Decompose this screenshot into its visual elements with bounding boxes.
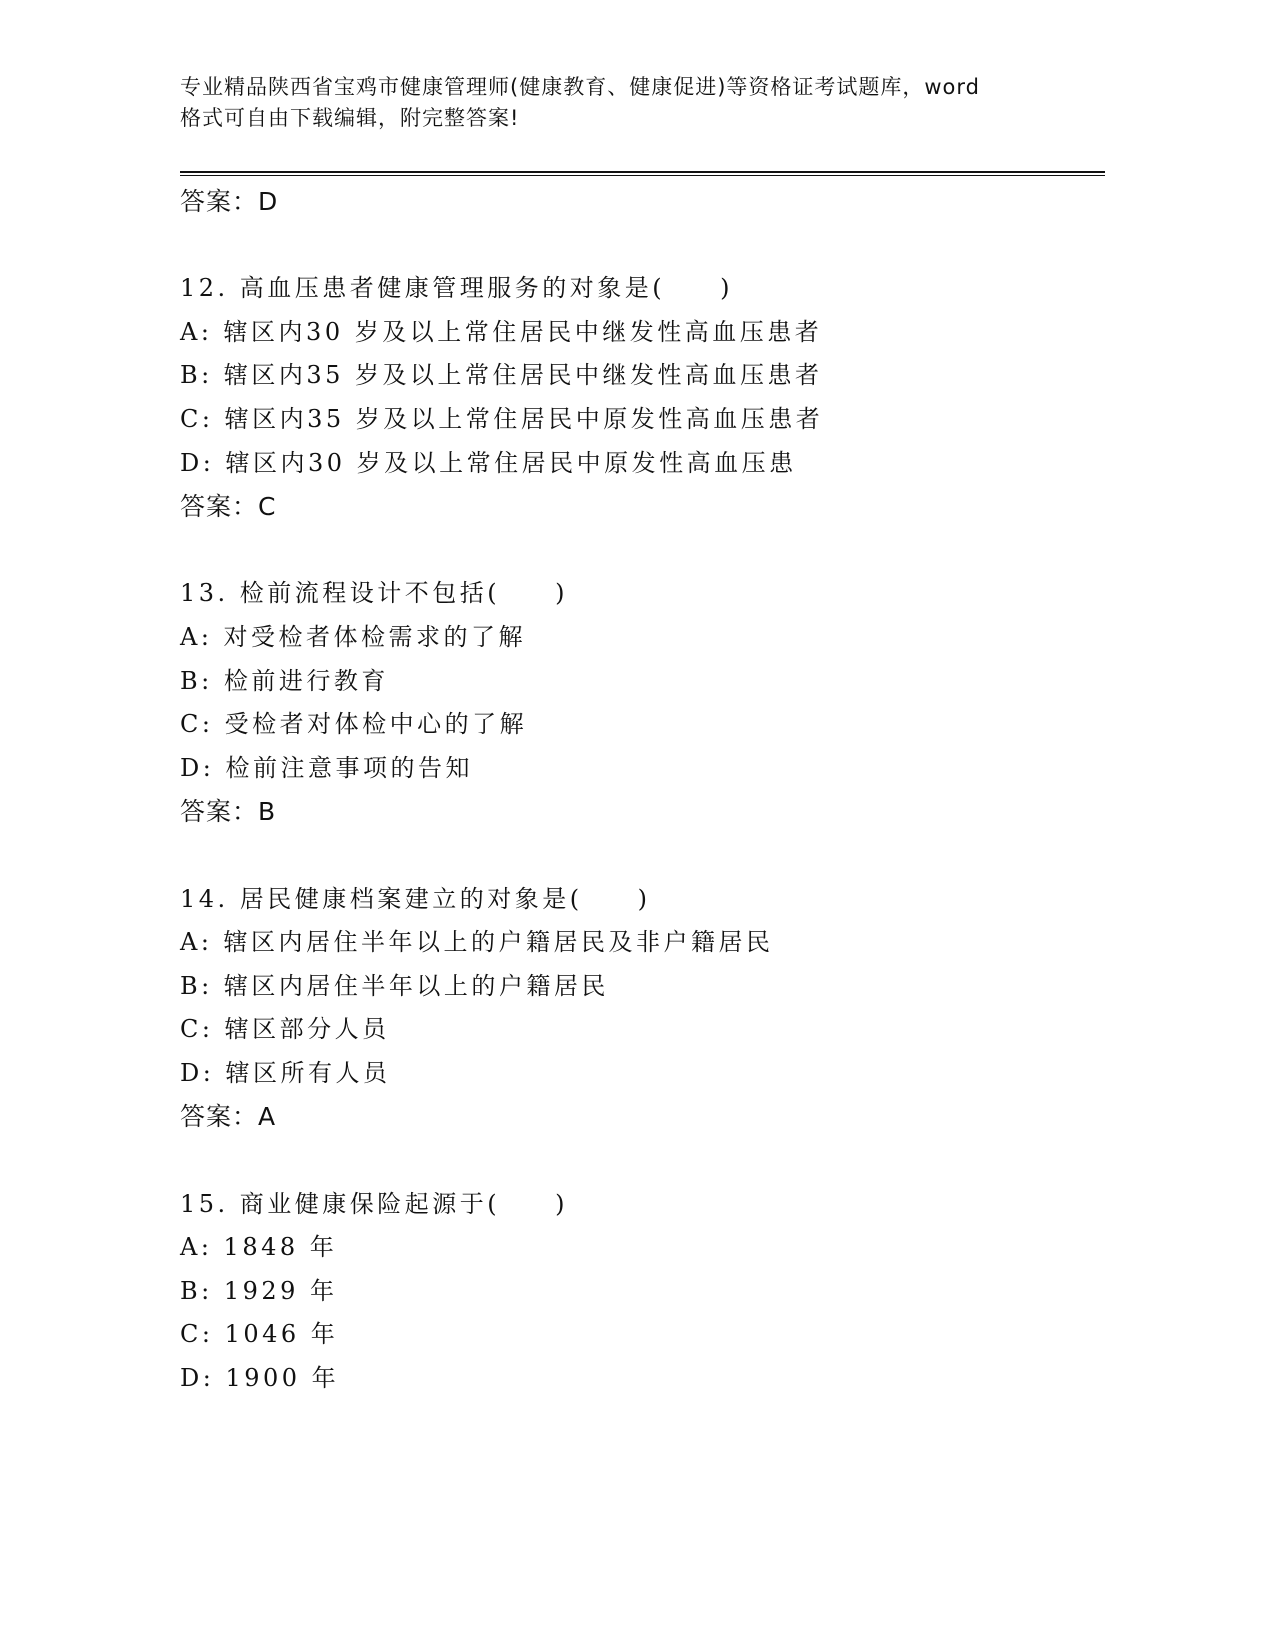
option-b: B: 辖区内居住半年以上的户籍居民	[180, 971, 609, 1000]
option-c: C: 辖区部分人员	[180, 1015, 390, 1044]
blank-line	[180, 1139, 1100, 1183]
option-b: B: 1929 年	[180, 1276, 338, 1305]
option-c: C: 1046 年	[180, 1320, 339, 1349]
option-a: A: 辖区内居住半年以上的户籍居民及非户籍居民	[180, 928, 774, 957]
header-rule-thin	[180, 175, 1105, 176]
header-rule	[180, 171, 1105, 173]
option-b: B: 辖区内35 岁及以上常住居民中继发性高血压患者	[180, 361, 823, 390]
header-line-2: 格式可自由下载编辑，附完整答案!	[180, 106, 520, 130]
option-d: D: 辖区所有人员	[180, 1058, 391, 1087]
answer-line: 答案：C	[180, 492, 277, 522]
option-b: B: 检前进行教育	[180, 666, 389, 695]
option-c: C: 受检者对体检中心的了解	[180, 710, 528, 739]
option-a: A: 1848 年	[180, 1233, 338, 1262]
option-d: D: 辖区内30 岁及以上常住居民中原发性高血压患	[180, 448, 797, 477]
question-text: 12. 高血压患者健康管理服务的对象是( )	[180, 274, 734, 303]
answer-line: 答案：D	[180, 187, 279, 216]
option-c: C: 辖区内35 岁及以上常住居民中原发性高血压患者	[180, 404, 824, 433]
option-a: A: 辖区内30 岁及以上常住居民中继发性高血压患者	[180, 317, 823, 346]
blank-line	[180, 834, 1100, 878]
option-d: D: 检前注意事项的告知	[180, 753, 473, 782]
answer-line: 答案：A	[180, 1102, 277, 1132]
document-header	[180, 72, 1080, 134]
blank-line	[180, 224, 1100, 268]
header-line-1: 专业精品陕西省宝鸡市健康管理师(健康教育、健康促进)等资格证考试题库，word	[180, 75, 981, 99]
option-d: D: 1900 年	[180, 1364, 340, 1393]
question-list	[180, 180, 1100, 1401]
question-text: 15. 商业健康保险起源于( )	[180, 1189, 569, 1218]
answer-line: 答案：B	[180, 797, 277, 827]
blank-line	[180, 529, 1100, 573]
question-text: 13. 检前流程设计不包括( )	[180, 579, 569, 608]
option-a: A: 对受检者体检需求的了解	[180, 622, 527, 651]
question-text: 14. 居民健康档案建立的对象是( )	[180, 884, 651, 913]
